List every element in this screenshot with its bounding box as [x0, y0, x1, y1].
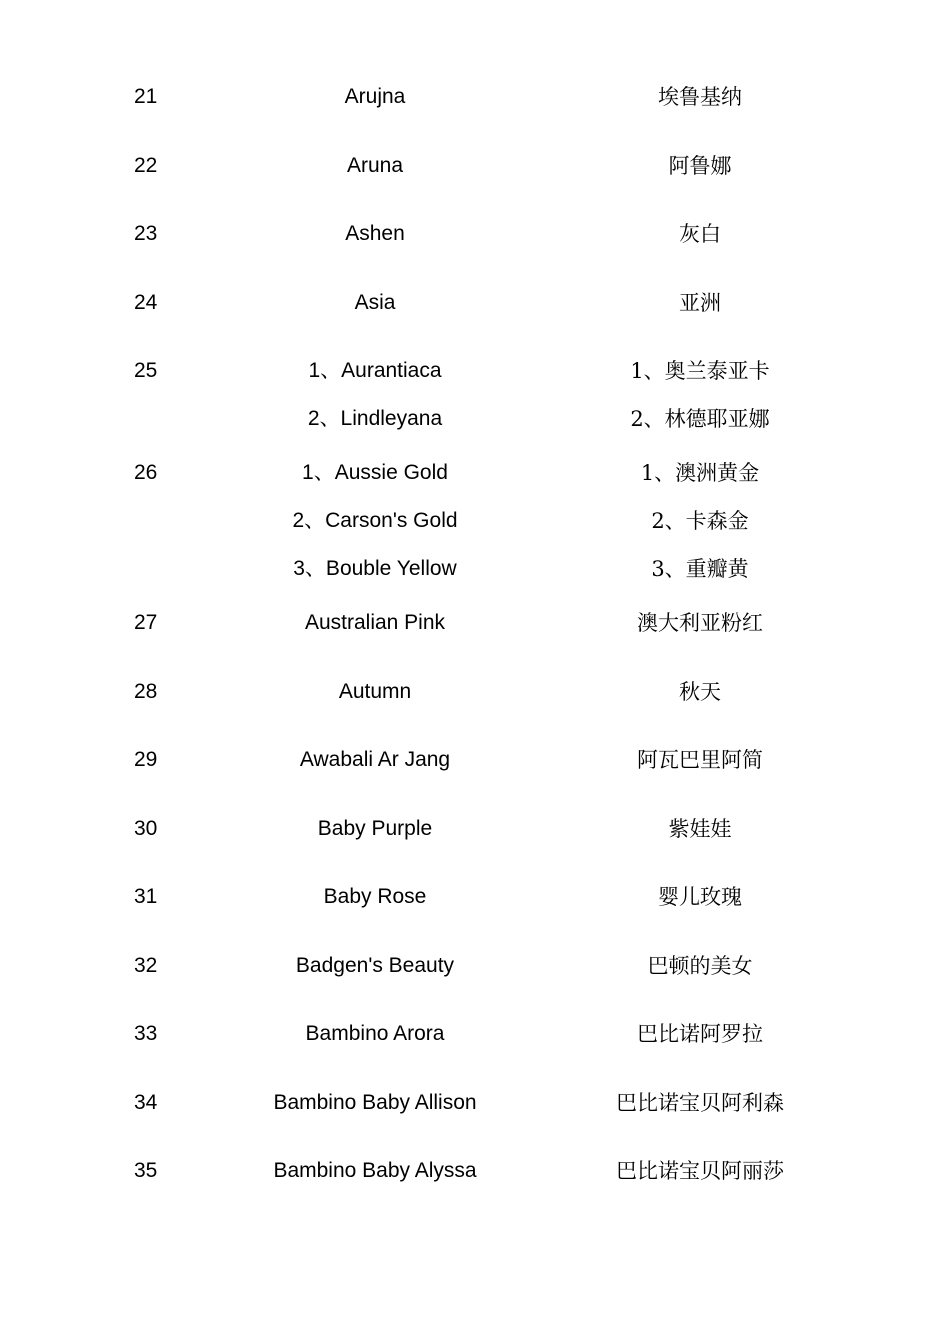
chinese-name: 埃鲁基纳 — [658, 85, 742, 109]
chinese-name: 婴儿玫瑰 — [658, 885, 742, 909]
entry-number: 34 — [134, 1090, 158, 1114]
list-item — [0, 1017, 950, 1086]
list-item — [0, 606, 950, 675]
chinese-name: 2、卡森金 — [651, 509, 749, 533]
list-item — [0, 456, 950, 606]
chinese-name-cell — [616, 1086, 784, 1120]
chinese-name-cell — [637, 743, 763, 777]
english-name: 2、Carson's Gold — [292, 509, 458, 532]
list-item — [0, 1086, 950, 1155]
english-name: Awabali Ar Jang — [299, 748, 451, 771]
list-item — [0, 880, 950, 949]
list-item — [0, 149, 950, 218]
chinese-name: 澳大利亚粉红 — [637, 611, 763, 635]
english-name: 3、Bouble Yellow — [293, 557, 457, 580]
list-item — [0, 812, 950, 881]
chinese-name: 3、重瓣黄 — [651, 557, 749, 581]
english-name: Baby Purple — [317, 816, 433, 840]
list-item — [0, 1154, 950, 1223]
english-name: Ashen — [345, 222, 405, 245]
list-item — [0, 217, 950, 286]
english-name-cell — [273, 1086, 476, 1120]
english-name: Australian Pink — [304, 611, 446, 634]
english-name-cell — [339, 675, 411, 709]
entry-number: 21 — [134, 85, 158, 108]
english-name: Badgen's Beauty — [295, 953, 455, 977]
chinese-name: 巴顿的美女 — [647, 953, 753, 978]
list-item — [0, 949, 950, 1018]
english-name: Bambino Baby Alyssa — [273, 1159, 477, 1182]
chinese-name: 巴比诺宝贝阿丽莎 — [616, 1159, 784, 1183]
english-name: Aruna — [346, 153, 404, 177]
chinese-name: 阿瓦巴里阿简 — [637, 748, 763, 772]
english-name-cell — [273, 1154, 476, 1188]
chinese-name: 亚洲 — [679, 290, 721, 315]
english-name-cell — [318, 812, 432, 846]
list-item — [0, 80, 950, 149]
entry-number: 33 — [134, 1022, 158, 1045]
chinese-name: 灰白 — [679, 222, 721, 246]
chinese-name-cell — [658, 880, 742, 914]
english-name-cell — [324, 880, 427, 914]
english-name: 2、Lindleyana — [307, 407, 443, 430]
english-name: Bambino Baby Allison — [273, 1090, 477, 1114]
entry-number: 24 — [134, 290, 158, 314]
chinese-name: 1、奥兰泰亚卡 — [630, 359, 770, 383]
english-name-cell — [345, 217, 405, 251]
chinese-name-cell — [669, 149, 732, 183]
entry-number: 22 — [134, 153, 158, 177]
chinese-name: 1、澳洲黄金 — [640, 461, 760, 485]
entry-number: 29 — [134, 748, 158, 771]
english-name: Arujna — [344, 85, 406, 108]
chinese-name-cell — [679, 675, 721, 709]
chinese-name: 巴比诺阿罗拉 — [637, 1022, 763, 1046]
english-name-cell — [355, 286, 396, 320]
entry-number: 23 — [134, 222, 158, 245]
chinese-name: 阿鲁娜 — [668, 153, 732, 178]
list-item — [0, 354, 950, 456]
chinese-name-cell — [669, 812, 732, 846]
chinese-name-cell — [648, 949, 753, 983]
chinese-name-cell — [641, 456, 759, 586]
chinese-name: 紫娃娃 — [668, 816, 732, 841]
entry-number: 31 — [134, 885, 158, 908]
english-name-cell — [345, 80, 406, 114]
entry-number: 35 — [134, 1159, 158, 1182]
entry-number: 26 — [134, 461, 158, 484]
entry-number: 25 — [134, 359, 158, 382]
entry-number: 28 — [134, 679, 158, 703]
entry-number: 30 — [134, 816, 158, 840]
list-item — [0, 286, 950, 355]
chinese-name-cell — [679, 286, 721, 320]
chinese-name-cell — [637, 1017, 763, 1051]
english-name-cell — [306, 1017, 445, 1051]
english-name: 1、Aussie Gold — [302, 461, 448, 484]
chinese-name-cell — [616, 1154, 784, 1188]
english-name-cell — [296, 949, 454, 983]
entry-number: 32 — [134, 953, 158, 977]
list-item — [0, 675, 950, 744]
english-name: Baby Rose — [323, 885, 427, 908]
english-name-cell — [292, 456, 457, 586]
list-item — [0, 743, 950, 812]
english-name: 1、Aurantiaca — [308, 359, 442, 382]
chinese-name: 2、林德耶亚娜 — [630, 407, 770, 431]
chinese-name-cell — [679, 217, 721, 251]
chinese-name-cell — [637, 606, 763, 640]
chinese-name-cell — [630, 354, 769, 436]
chinese-name: 巴比诺宝贝阿利森 — [616, 1090, 784, 1115]
english-name-cell — [347, 149, 403, 183]
chinese-name: 秋天 — [679, 679, 721, 704]
english-name-cell — [308, 354, 442, 436]
english-name: Autumn — [338, 679, 412, 703]
english-name-cell — [305, 606, 445, 640]
chinese-name-cell — [658, 80, 742, 114]
entry-number: 27 — [134, 611, 158, 634]
english-name: Asia — [354, 290, 396, 314]
english-name: Bambino Arora — [305, 1022, 445, 1045]
english-name-cell — [300, 743, 450, 777]
